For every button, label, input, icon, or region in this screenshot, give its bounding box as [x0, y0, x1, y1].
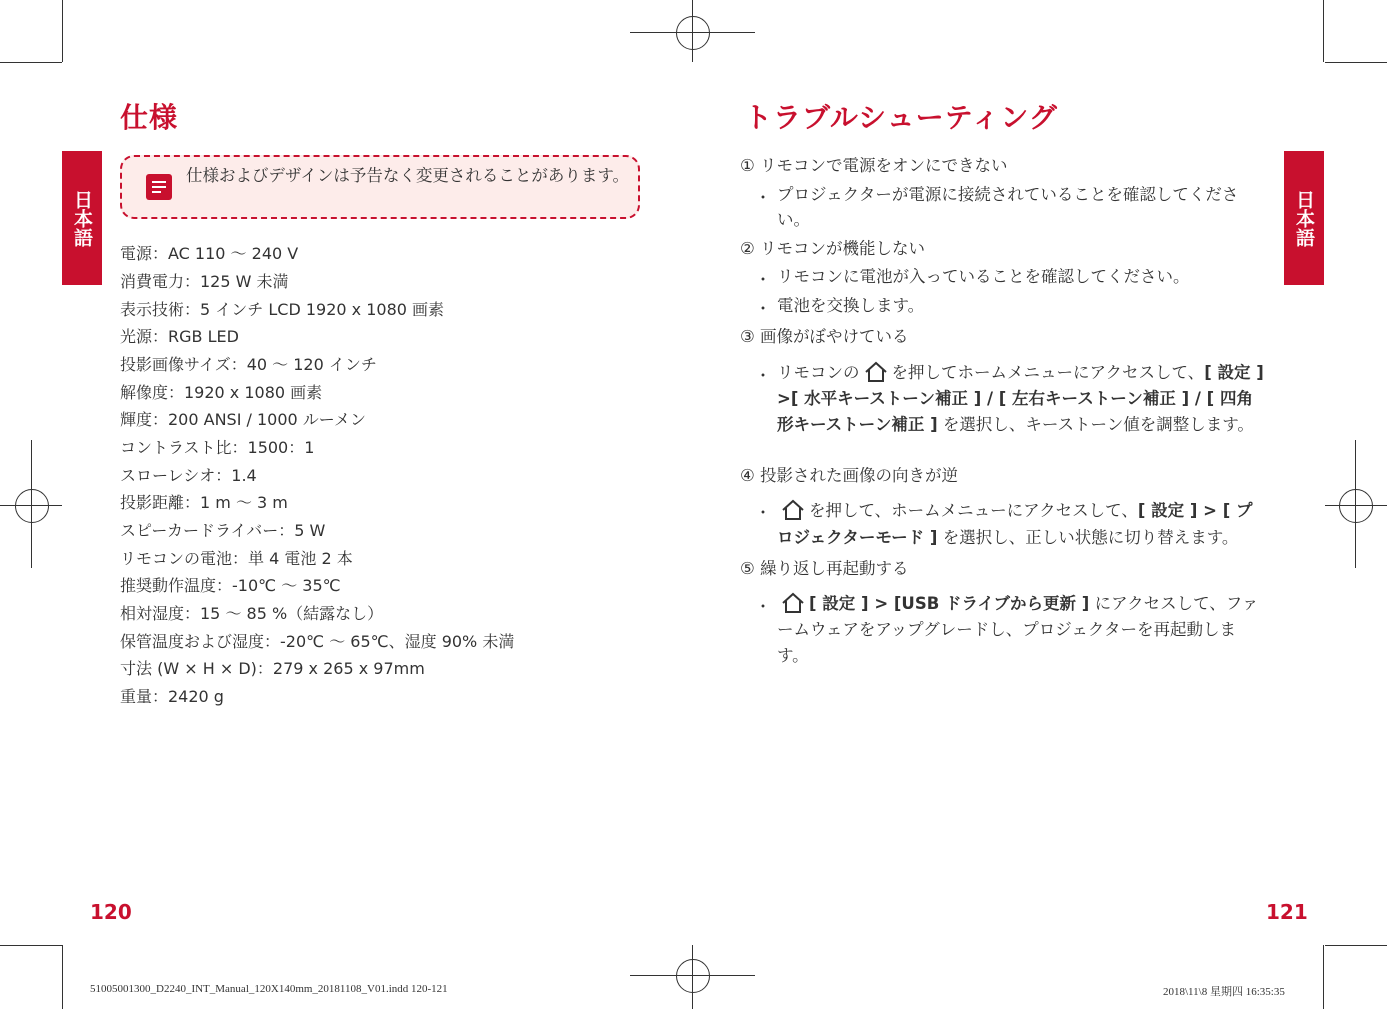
spec-line: 輝度：200 ANSI / 1000 ルーメン [120, 410, 366, 429]
page-title-specs: 仕様 [120, 101, 179, 134]
language-tab-label: 日本語 [71, 189, 93, 247]
spec-line: コントラスト比：1500：1 [120, 438, 315, 457]
text-span: を押してホームメニューにアクセスして、 [891, 363, 1205, 382]
crop-mark [1325, 945, 1387, 946]
bullet-text: プロジェクターが電源に接続されていることを確認してください。 [777, 185, 1239, 229]
crop-mark [1325, 62, 1387, 63]
text-span: にアクセスして、ファームウェアをアップグレードし、プロジェクターを再起動します。 [777, 594, 1259, 665]
text-span: リモコンの [777, 363, 860, 382]
menu-path: [ 設定 ] > [ プロジェクターモード ] [777, 501, 1253, 547]
issue-heading: ② リモコンが機能しない [740, 239, 926, 258]
text-span: を選択し、キーストーン値を調整します。 [937, 415, 1254, 434]
spec-line: 解像度：1920 x 1080 画素 [120, 383, 323, 402]
spec-line: 投影距離：1 m ～ 3 m [120, 493, 288, 512]
page-number-right: 121 [1266, 900, 1308, 924]
issue-heading: ① リモコンで電源をオンにできない [740, 156, 1008, 175]
bullet-text: リモコンに電池が入っていることを確認してください。 [777, 267, 1190, 286]
issue-heading: ④ 投影された画像の向きが逆 [740, 466, 959, 485]
bullet: ・ [755, 188, 772, 207]
spec-line: リモコンの電池：単 4 電池 2 本 [120, 549, 353, 568]
spec-line: 重量：2420 g [120, 687, 224, 706]
bullet: ・ [755, 270, 772, 289]
issue-heading: ⑤ 繰り返し再起動する [740, 559, 909, 578]
home-icon [781, 592, 805, 614]
bullet: ・ [755, 366, 772, 385]
file-slug: 51005001300_D2240_INT_Manual_120X140mm_20181108_V01.indd 120-121 [90, 983, 448, 995]
spec-line: 保管温度および湿度：-20℃ ～ 65℃、湿度 90% 未満 [120, 632, 515, 651]
page-title-troubleshooting: トラブルシューティング [744, 101, 1058, 134]
language-tab-left [62, 151, 102, 285]
crop-mark [1323, 945, 1324, 1009]
spec-line: 光源：RGB LED [120, 327, 239, 346]
menu-path: [ 設定 ] >[ 水平キーストーン補正 ] / [ 左右キーストーン補正 ] / [ 四角形キーストーン補正 ] [777, 363, 1264, 434]
crop-mark [0, 945, 62, 946]
home-icon [781, 499, 805, 521]
note-icon [146, 174, 172, 200]
page-number-left: 120 [90, 900, 132, 924]
bullet-text [777, 360, 1267, 438]
crop-mark [62, 945, 63, 1009]
bullet-text [777, 497, 1267, 551]
spec-line: スローレシオ：1.4 [120, 466, 257, 485]
issue-heading: ③ 画像がぼやけている [740, 327, 909, 346]
registration-mark [676, 16, 710, 50]
home-icon [864, 361, 888, 383]
spec-line: 寸法 (W × H × D)：279 x 265 x 97mm [120, 659, 425, 678]
spec-line: 電源：AC 110 ～ 240 V [120, 244, 299, 263]
language-tab-right [1284, 151, 1324, 285]
bullet: ・ [755, 299, 772, 318]
bullet: ・ [755, 503, 772, 522]
bullet-text [777, 591, 1267, 669]
crop-mark [1323, 0, 1324, 62]
registration-mark [676, 959, 710, 993]
spec-line: スピーカードライバー：5 W [120, 521, 326, 540]
menu-path: [ 設定 ] > [USB ドライブから更新 ] [809, 594, 1090, 613]
spec-line: 消費電力：125 W 未満 [120, 272, 289, 291]
spec-line: 相対湿度：15 ～ 85 %（結露なし） [120, 604, 384, 623]
text-span: を押して、ホームメニューにアクセスして、 [809, 501, 1138, 520]
spec-line: 投影画像サイズ：40 ～ 120 インチ [120, 355, 377, 374]
registration-mark [15, 489, 49, 523]
date-slug: 2018\11\8 星期四 16:35:35 [1163, 986, 1285, 998]
language-tab-label: 日本語 [1293, 189, 1315, 247]
registration-mark [1339, 489, 1373, 523]
crop-mark [0, 62, 62, 63]
bullet-text: 電池を交換します。 [777, 296, 925, 315]
bullet: ・ [755, 597, 772, 616]
crop-mark [62, 0, 63, 62]
text-span: を選択し、正しい状態に切り替えます。 [937, 528, 1239, 547]
note-text: 仕様およびデザインは予告なく変更されることがあります。 [186, 166, 630, 185]
spec-line: 表示技術：5 インチ LCD 1920 x 1080 画素 [120, 300, 445, 319]
note-box [120, 155, 640, 219]
spec-line: 推奨動作温度：-10℃ ～ 35℃ [120, 576, 341, 595]
